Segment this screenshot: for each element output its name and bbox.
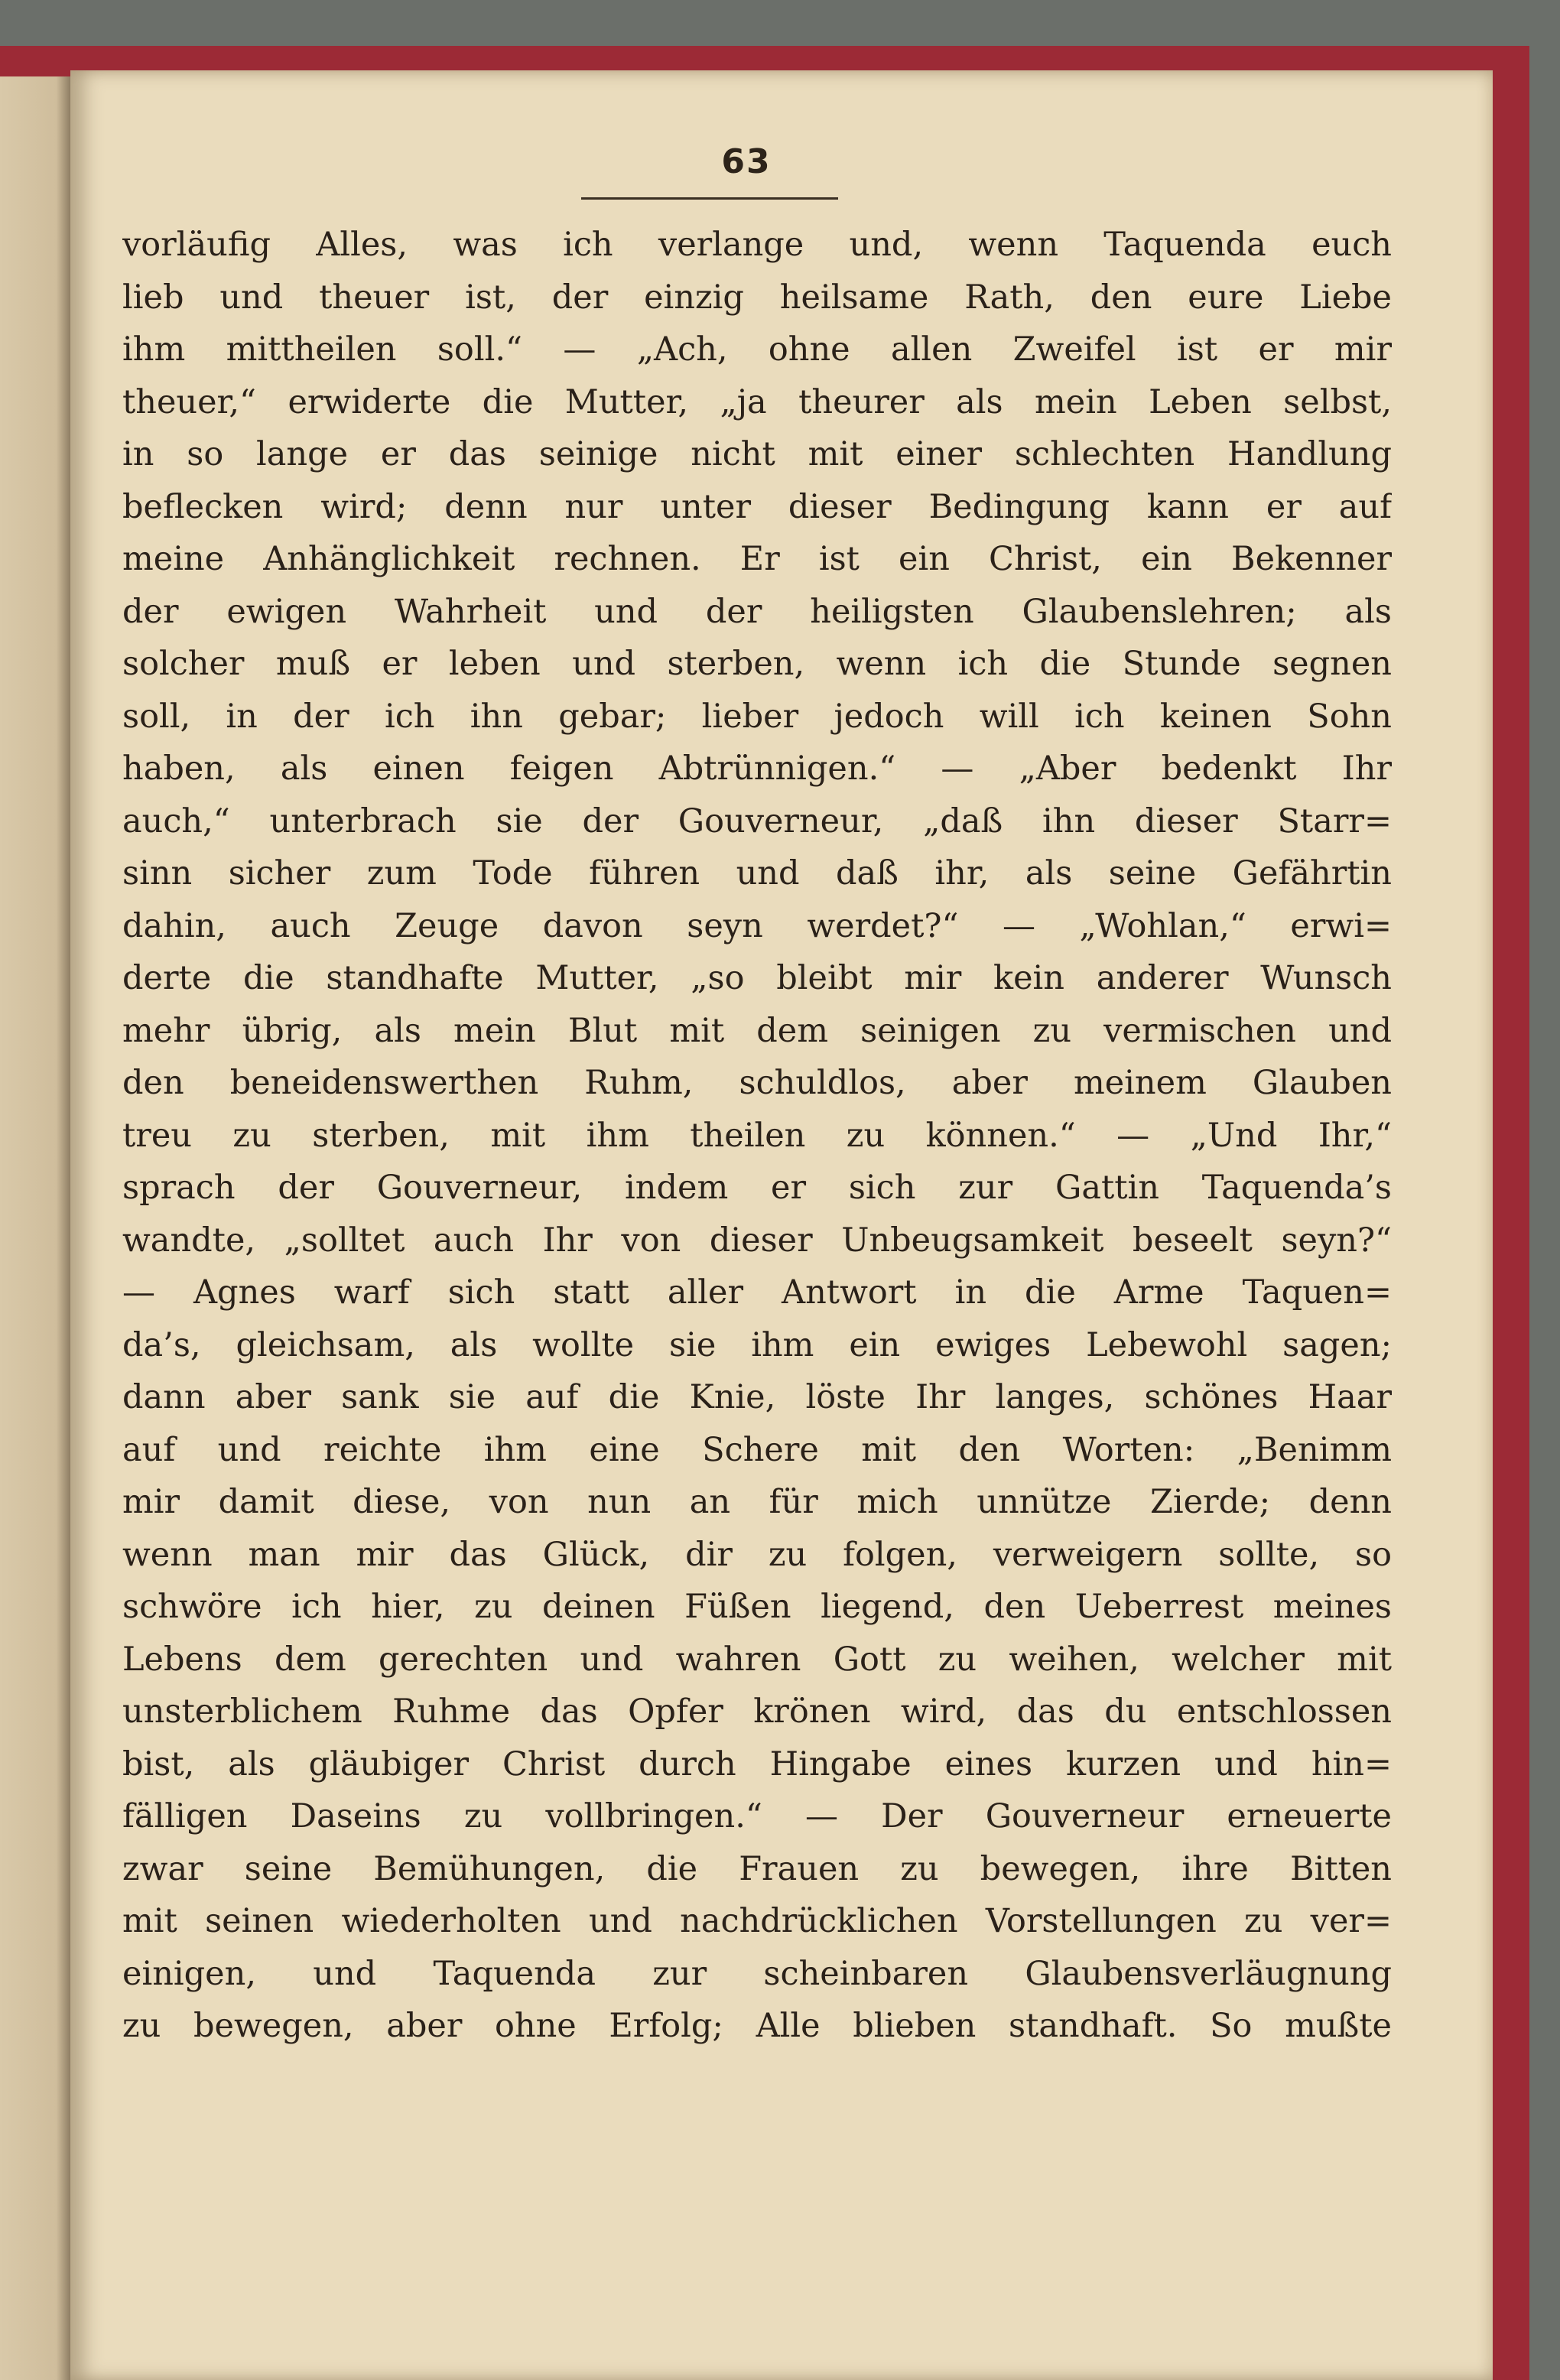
- text-line: meine Anhänglichkeit rechnen. Er ist ein Christ, ein Bekenner: [122, 540, 1392, 578]
- text-line: der ewigen Wahrheit und der heiligsten Glaubenslehren; als: [122, 592, 1392, 631]
- text-line: mir damit diese, von nun an für mich unnütze Zierde; denn: [122, 1483, 1392, 1521]
- body-text: [122, 219, 1392, 2053]
- text-line: mit seinen wiederholten und nachdrücklichen Vorstellungen zu ver=: [122, 1902, 1392, 1940]
- text-line: dahin, auch Zeuge davon seyn werdet?“ — „Wohlan,“ erwi=: [122, 906, 1392, 945]
- text-line: sinn sicher zum Tode führen und daß ihr, als seine Gefährtin: [122, 854, 1392, 892]
- text-line: dann aber sank sie auf die Knie, löste Ihr langes, schönes Haar: [122, 1378, 1392, 1416]
- text-line: zu bewegen, aber ohne Erfolg; Alle blieben standhaft. So mußte: [122, 2007, 1392, 2045]
- text-line: sprach der Gouverneur, indem er sich zur Gattin Taquenda’s: [122, 1169, 1392, 1207]
- text-line: Lebens dem gerechten und wahren Gott zu weihen, welcher mit: [122, 1640, 1392, 1679]
- text-line: treu zu sterben, mit ihm theilen zu können.“ — „Und Ihr,“: [122, 1116, 1392, 1155]
- text-line: zwar seine Bemühungen, die Frauen zu bewegen, ihre Bitten: [122, 1849, 1392, 1888]
- text-line: mehr übrig, als mein Blut mit dem seinigen zu vermischen und: [122, 1011, 1392, 1050]
- text-line: solcher muß er leben und sterben, wenn ich die Stunde segnen: [122, 645, 1392, 683]
- text-line: da’s, gleichsam, als wollte sie ihm ein ewiges Lebewohl sagen;: [122, 1325, 1392, 1364]
- text-line: vorläufig Alles, was ich verlange und, wenn Taquenda euch: [122, 226, 1392, 264]
- text-line: unsterblichem Ruhme das Opfer krönen wird, das du entschlossen: [122, 1692, 1392, 1731]
- text-line: bist, als gläubiger Christ durch Hingabe eines kurzen und hin=: [122, 1744, 1392, 1783]
- text-line: fälligen Daseins zu vollbringen.“ — Der Gouverneur erneuerte: [122, 1797, 1392, 1835]
- text-line: theuer,“ erwiderte die Mutter, „ja theurer als mein Leben selbst,: [122, 382, 1392, 421]
- text-line: beflecken wird; denn nur unter dieser Bedingung kann er auf: [122, 487, 1392, 526]
- text-line: haben, als einen feigen Abtrünnigen.“ — „Aber bedenkt Ihr: [122, 749, 1392, 788]
- left-page-edge: [0, 76, 70, 2380]
- text-line: derte die standhafte Mutter, „so bleibt mir kein anderer Wunsch: [122, 959, 1392, 997]
- page-number-rule: [581, 197, 838, 200]
- text-line: auch,“ unterbrach sie der Gouverneur, „daß ihn dieser Starr=: [122, 801, 1392, 840]
- text-line: in so lange er das seinige nicht mit einer schlechten Handlung: [122, 435, 1392, 473]
- text-line: einigen, und Taquenda zur scheinbaren Glaubensverläugnung: [122, 1954, 1392, 1993]
- text-line: ihm mittheilen soll.“ — „Ach, ohne allen Zweifel ist er mir: [122, 330, 1392, 369]
- text-line: schwöre ich hier, zu deinen Füßen liegend, den Ueberrest meines: [122, 1588, 1392, 1626]
- text-line: soll, in der ich ihn gebar; lieber jedoch will ich keinen Sohn: [122, 697, 1392, 736]
- page-number: 63: [721, 142, 772, 181]
- text-line: den beneidenswerthen Ruhm, schuldlos, aber meinem Glauben: [122, 1064, 1392, 1102]
- text-line: wenn man mir das Glück, dir zu folgen, verweigern sollte, so: [122, 1535, 1392, 1574]
- text-line: wandte, „solltet auch Ihr von dieser Unbeugsamkeit beseelt seyn?“: [122, 1221, 1392, 1260]
- text-line: auf und reichte ihm eine Schere mit den Worten: „Benimm: [122, 1430, 1392, 1469]
- text-line: lieb und theuer ist, der einzig heilsame Rath, den eure Liebe: [122, 278, 1392, 317]
- text-line: — Agnes warf sich statt aller Antwort in die Arme Taquen=: [122, 1273, 1392, 1312]
